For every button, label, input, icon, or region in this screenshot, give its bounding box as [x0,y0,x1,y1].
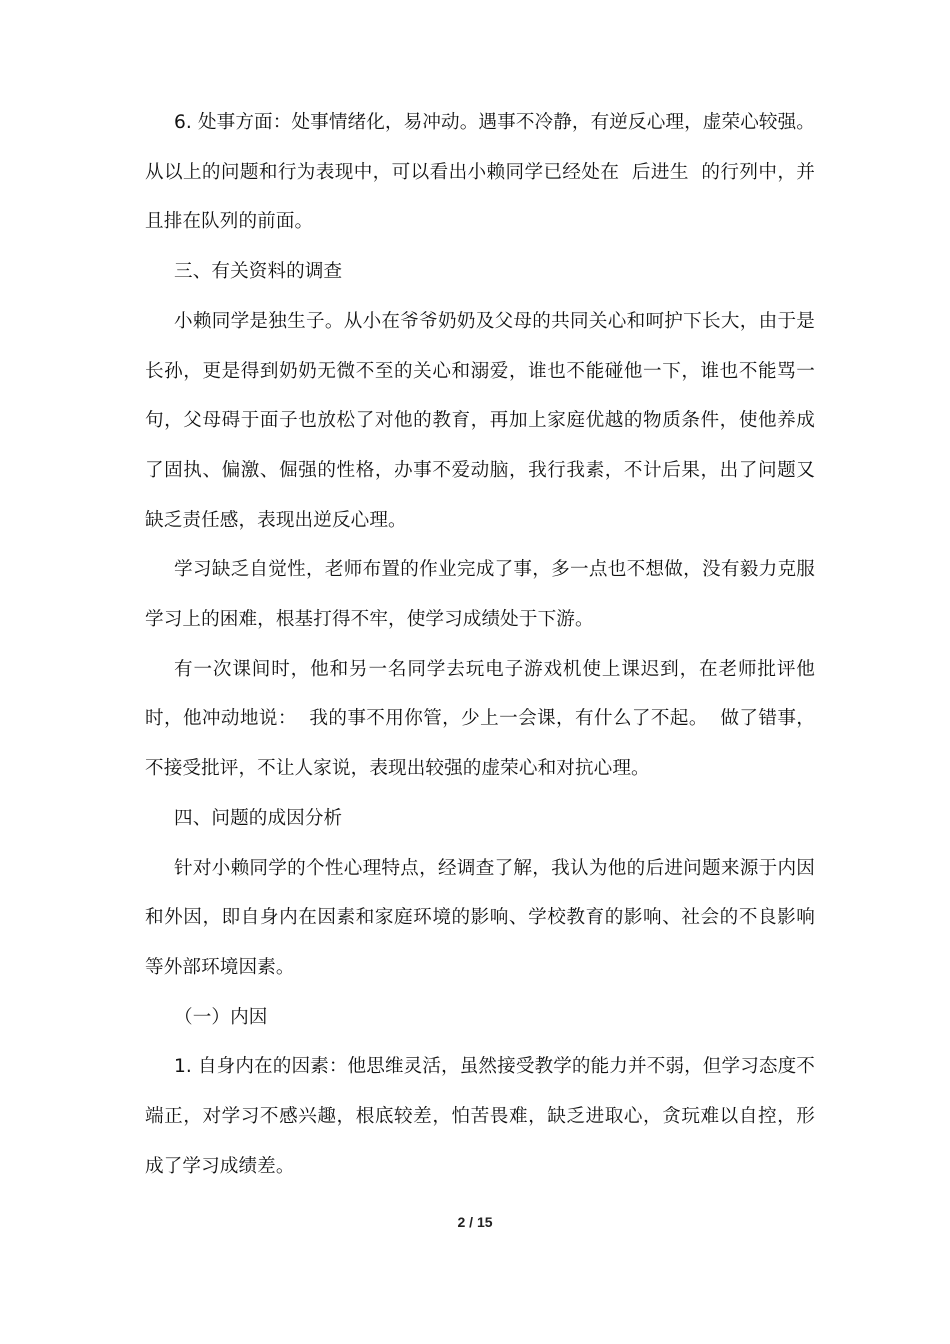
paragraph-cause-overview: 针对小赖同学的个性心理特点，经调查了解，我认为他的后进问题来源于内因和外因，即自身内在因素和家庭环境的影响、学校教育的影响、社会的不良影响等外部环境因素。 [145,857,815,978]
paragraph-internal-factors: 1. 自身内在的因素：他思维灵活，虽然接受教学的能力并不弱，但学习态度不端正，对学习不感兴趣，根底较差，怕苦畏难，缺乏进取心，贪玩难以自控，形成了学习成绩差。 [145,1056,815,1177]
paragraph-family-background: 小赖同学是独生子。从小在爷爷奶奶及父母的共同关心和呵护下长大，由于是长孙，更是得到奶奶无微不至的关心和溺爱，谁也不能碰他一下，谁也不能骂一句，父母碍于面子也放松了对他的教育，再加上家庭优越的物质条件，使他养成了固执、偏激、倔强的性格，办事不爱动脑，我行我素，不计后果，出了问题又缺乏责任感，表现出逆反心理。 [145,310,815,531]
section-heading-investigation: 三、有关资料的调查 [174,261,343,283]
document-body [145,98,815,1191]
paragraph-behavior-summary: 6. 处事方面：处事情绪化，易冲动。遇事不冷静，有逆反心理，虚荣心较强。从以上的问题和行为表现中，可以看出小赖同学已经处在 后进生 的行列中，并且排在队列的前面。 [145,112,815,233]
page-number: 2 / 15 [457,1214,493,1230]
subheading-internal-causes: （一）内因 [174,1006,268,1028]
section-heading-cause-analysis: 四、问题的成因分析 [174,807,343,829]
paragraph-classroom-incident: 有一次课间时，他和另一名同学去玩电子游戏机使上课迟到，在老师批评他时，他冲动地说： 我的事不用你管，少上一会课，有什么了不起。 做了错事，不接受批评，不让人家说，表现出较强的虚荣心和对抗心理。 [145,658,815,780]
paragraph-study-habits: 学习缺乏自觉性，老师布置的作业完成了事，多一点也不想做，没有毅力克服学习上的困难，根基打得不牢，使学习成绩处于下游。 [145,559,815,631]
